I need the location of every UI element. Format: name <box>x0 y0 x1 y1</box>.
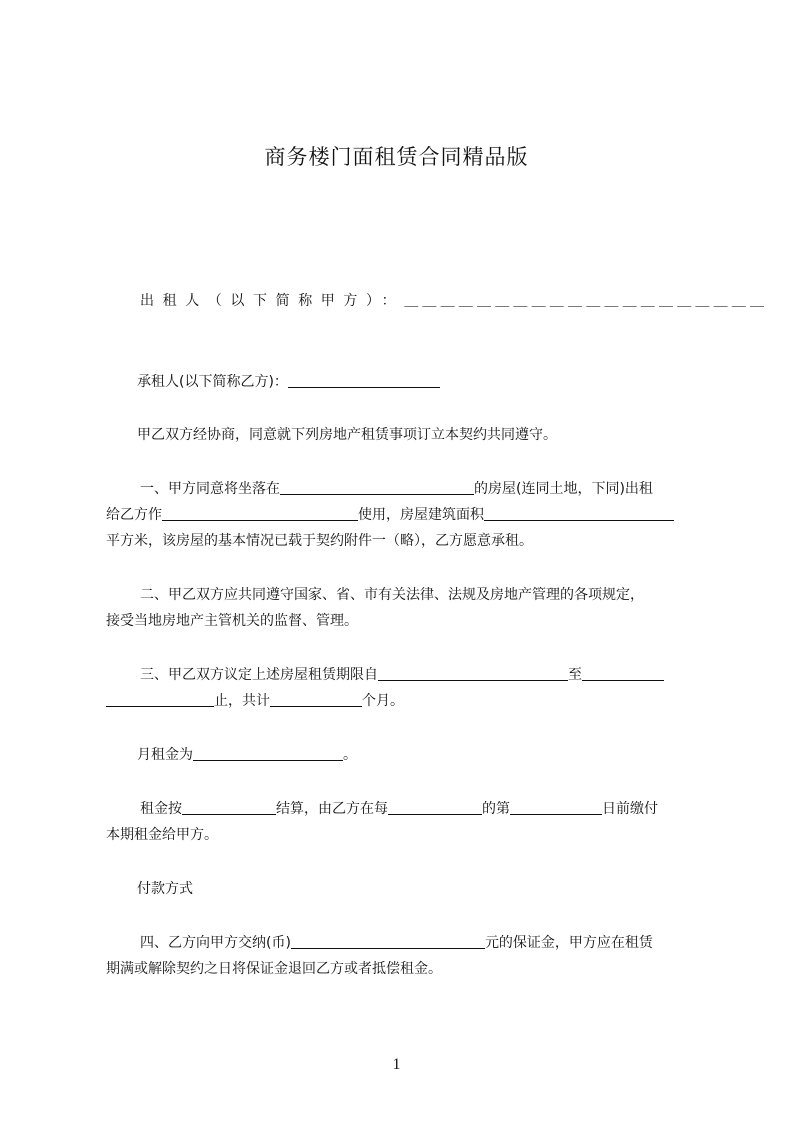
document-title: 商务楼门面租赁合同精品版 <box>264 145 529 169</box>
lessor-blank: ＿＿＿＿＿＿＿＿＿＿＿＿＿＿＿＿＿＿＿＿ <box>404 293 769 309</box>
clause3-text-d: 个月。 <box>362 693 404 709</box>
payment-text-a: 租金按 <box>140 801 182 817</box>
clause1-line2 <box>106 505 674 525</box>
months-blank <box>270 692 362 707</box>
lessee-line <box>137 372 440 392</box>
period-blank <box>388 800 482 815</box>
payment-text-d: 日前缴付 <box>602 801 658 817</box>
clause1-text-b: 的房屋(连同土地，下同)出租 <box>474 481 653 497</box>
payment-line1 <box>140 799 658 819</box>
clause1-line3: 平方米，该房屋的基本情况已载于契约附件一（略），乙方愿意承租。 <box>106 533 533 549</box>
usage-blank <box>162 506 358 521</box>
rent-text-a: 月租金为 <box>137 747 193 763</box>
lessor-label: 出租人（以下简称甲方）： <box>140 293 405 309</box>
day-blank <box>510 800 602 815</box>
rent-text-b: 。 <box>343 747 357 763</box>
payment-text-c: 的第 <box>482 801 510 817</box>
clause4-text-a: 四、乙方向甲方交纳(币) <box>140 935 291 951</box>
clause1-text-c: 给乙方作 <box>106 507 162 523</box>
clause1-text-a: 一、甲方同意将坐落在 <box>140 481 280 497</box>
clause1-text-d: 使用，房屋建筑面积 <box>358 507 484 523</box>
intro-paragraph: 甲乙双方经协商，同意就下列房地产租赁事项订立本契约共同遵守。 <box>137 427 557 443</box>
clause4-line1 <box>140 933 653 953</box>
clause3-text-c: 止，共计 <box>214 693 270 709</box>
clause4-line2: 期满或解除契约之日将保证金退回乙方或者抵偿租金。 <box>106 961 442 977</box>
clause2-line1: 二、甲乙双方应共同遵守国家、省、市有关法律、法规及房地产管理的各项规定， <box>140 587 644 603</box>
rent-line <box>137 745 357 765</box>
start-date-blank <box>378 666 568 681</box>
clause2-line2: 接受当地房地产主管机关的监督、管理。 <box>106 613 358 629</box>
lessee-label: 承租人(以下简称乙方)： <box>137 374 288 390</box>
deposit-blank <box>291 934 485 949</box>
area-blank <box>484 506 674 521</box>
clause3-line1 <box>140 665 664 685</box>
settlement-blank <box>182 800 276 815</box>
clause3-text-b: 至 <box>568 667 582 683</box>
payment-text-b: 结算，由乙方在每 <box>276 801 388 817</box>
clause1-line1 <box>140 479 653 499</box>
payment-line2: 本期租金给甲方。 <box>106 827 218 843</box>
clause3-text-a: 三、甲乙双方议定上述房屋租赁期限自 <box>140 667 378 683</box>
page-number: 1 <box>392 1056 401 1073</box>
payment-method-heading: 付款方式 <box>137 881 193 897</box>
lessee-blank <box>288 373 440 388</box>
monthly-rent-blank <box>193 746 343 761</box>
clause4-text-b: 元的保证金，甲方应在租赁 <box>484 935 653 951</box>
location-blank <box>280 480 474 495</box>
end-date-blank-a <box>582 666 664 681</box>
end-date-blank-b <box>106 692 214 707</box>
clause3-line2 <box>106 691 404 711</box>
lessor-line <box>140 291 768 311</box>
